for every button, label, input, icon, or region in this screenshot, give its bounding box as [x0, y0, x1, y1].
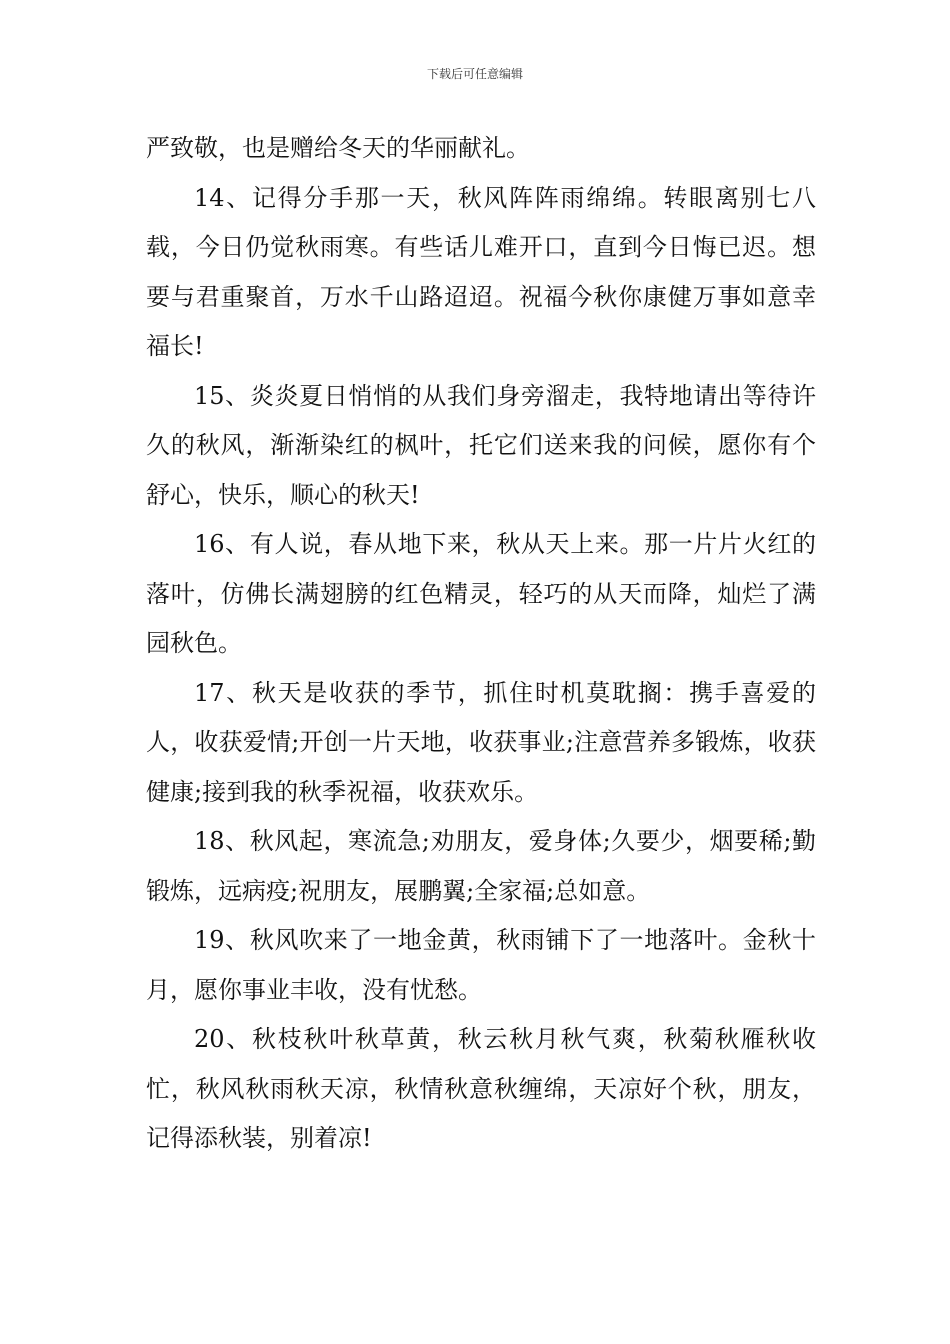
paragraph-19: 19、秋风吹来了一地金黄，秋雨铺下了一地落叶。金秋十月，愿你事业丰收，没有忧愁。	[146, 926, 816, 1004]
header-note: 下载后可任意编辑	[426, 67, 523, 81]
paragraph-20: 20、秋枝秋叶秋草黄，秋云秋月秋气爽，秋菊秋雁秋收忙，秋风秋雨秋天凉，秋情秋意秋缠绵，天凉好个秋，朋友，记得添秋装，别着凉!	[146, 1025, 816, 1152]
paragraph-18: 18、秋风起，寒流急;劝朋友，爱身体;久要少，烟要稀;勤锻炼，远病疫;祝朋友，展鹏翼;全家福;总如意。	[146, 827, 816, 905]
paragraph-17: 17、秋天是收获的季节，抓住时机莫耽搁：携手喜爱的人，收获爱情;开创一片天地，收获事业;注意营养多锻炼，收获健康;接到我的秋季祝福，收获欢乐。	[146, 678, 816, 806]
paragraph-14: 14、记得分手那一天，秋风阵阵雨绵绵。转眼离别七八载，今日仍觉秋雨寒。有些话儿难开口，直到今日悔已迟。想要与君重聚首，万水千山路迢迢。祝福今秋你康健万事如意幸福长!	[146, 183, 816, 360]
paragraph-continued: 严致敬，也是赠给冬天的华丽献礼。	[146, 134, 530, 162]
paragraph-15: 15、炎炎夏日悄悄的从我们身旁溜走，我特地请出等待许久的秋风，渐渐染红的枫叶，托它们送来我的问候，愿你有个舒心，快乐，顺心的秋天!	[146, 381, 816, 509]
document-body	[146, 124, 816, 1164]
paragraph-16: 16、有人说，春从地下来，秋从天上来。那一片片火红的落叶，仿佛长满翅膀的红色精灵，轻巧的从天而降，灿烂了满园秋色。	[146, 530, 816, 657]
